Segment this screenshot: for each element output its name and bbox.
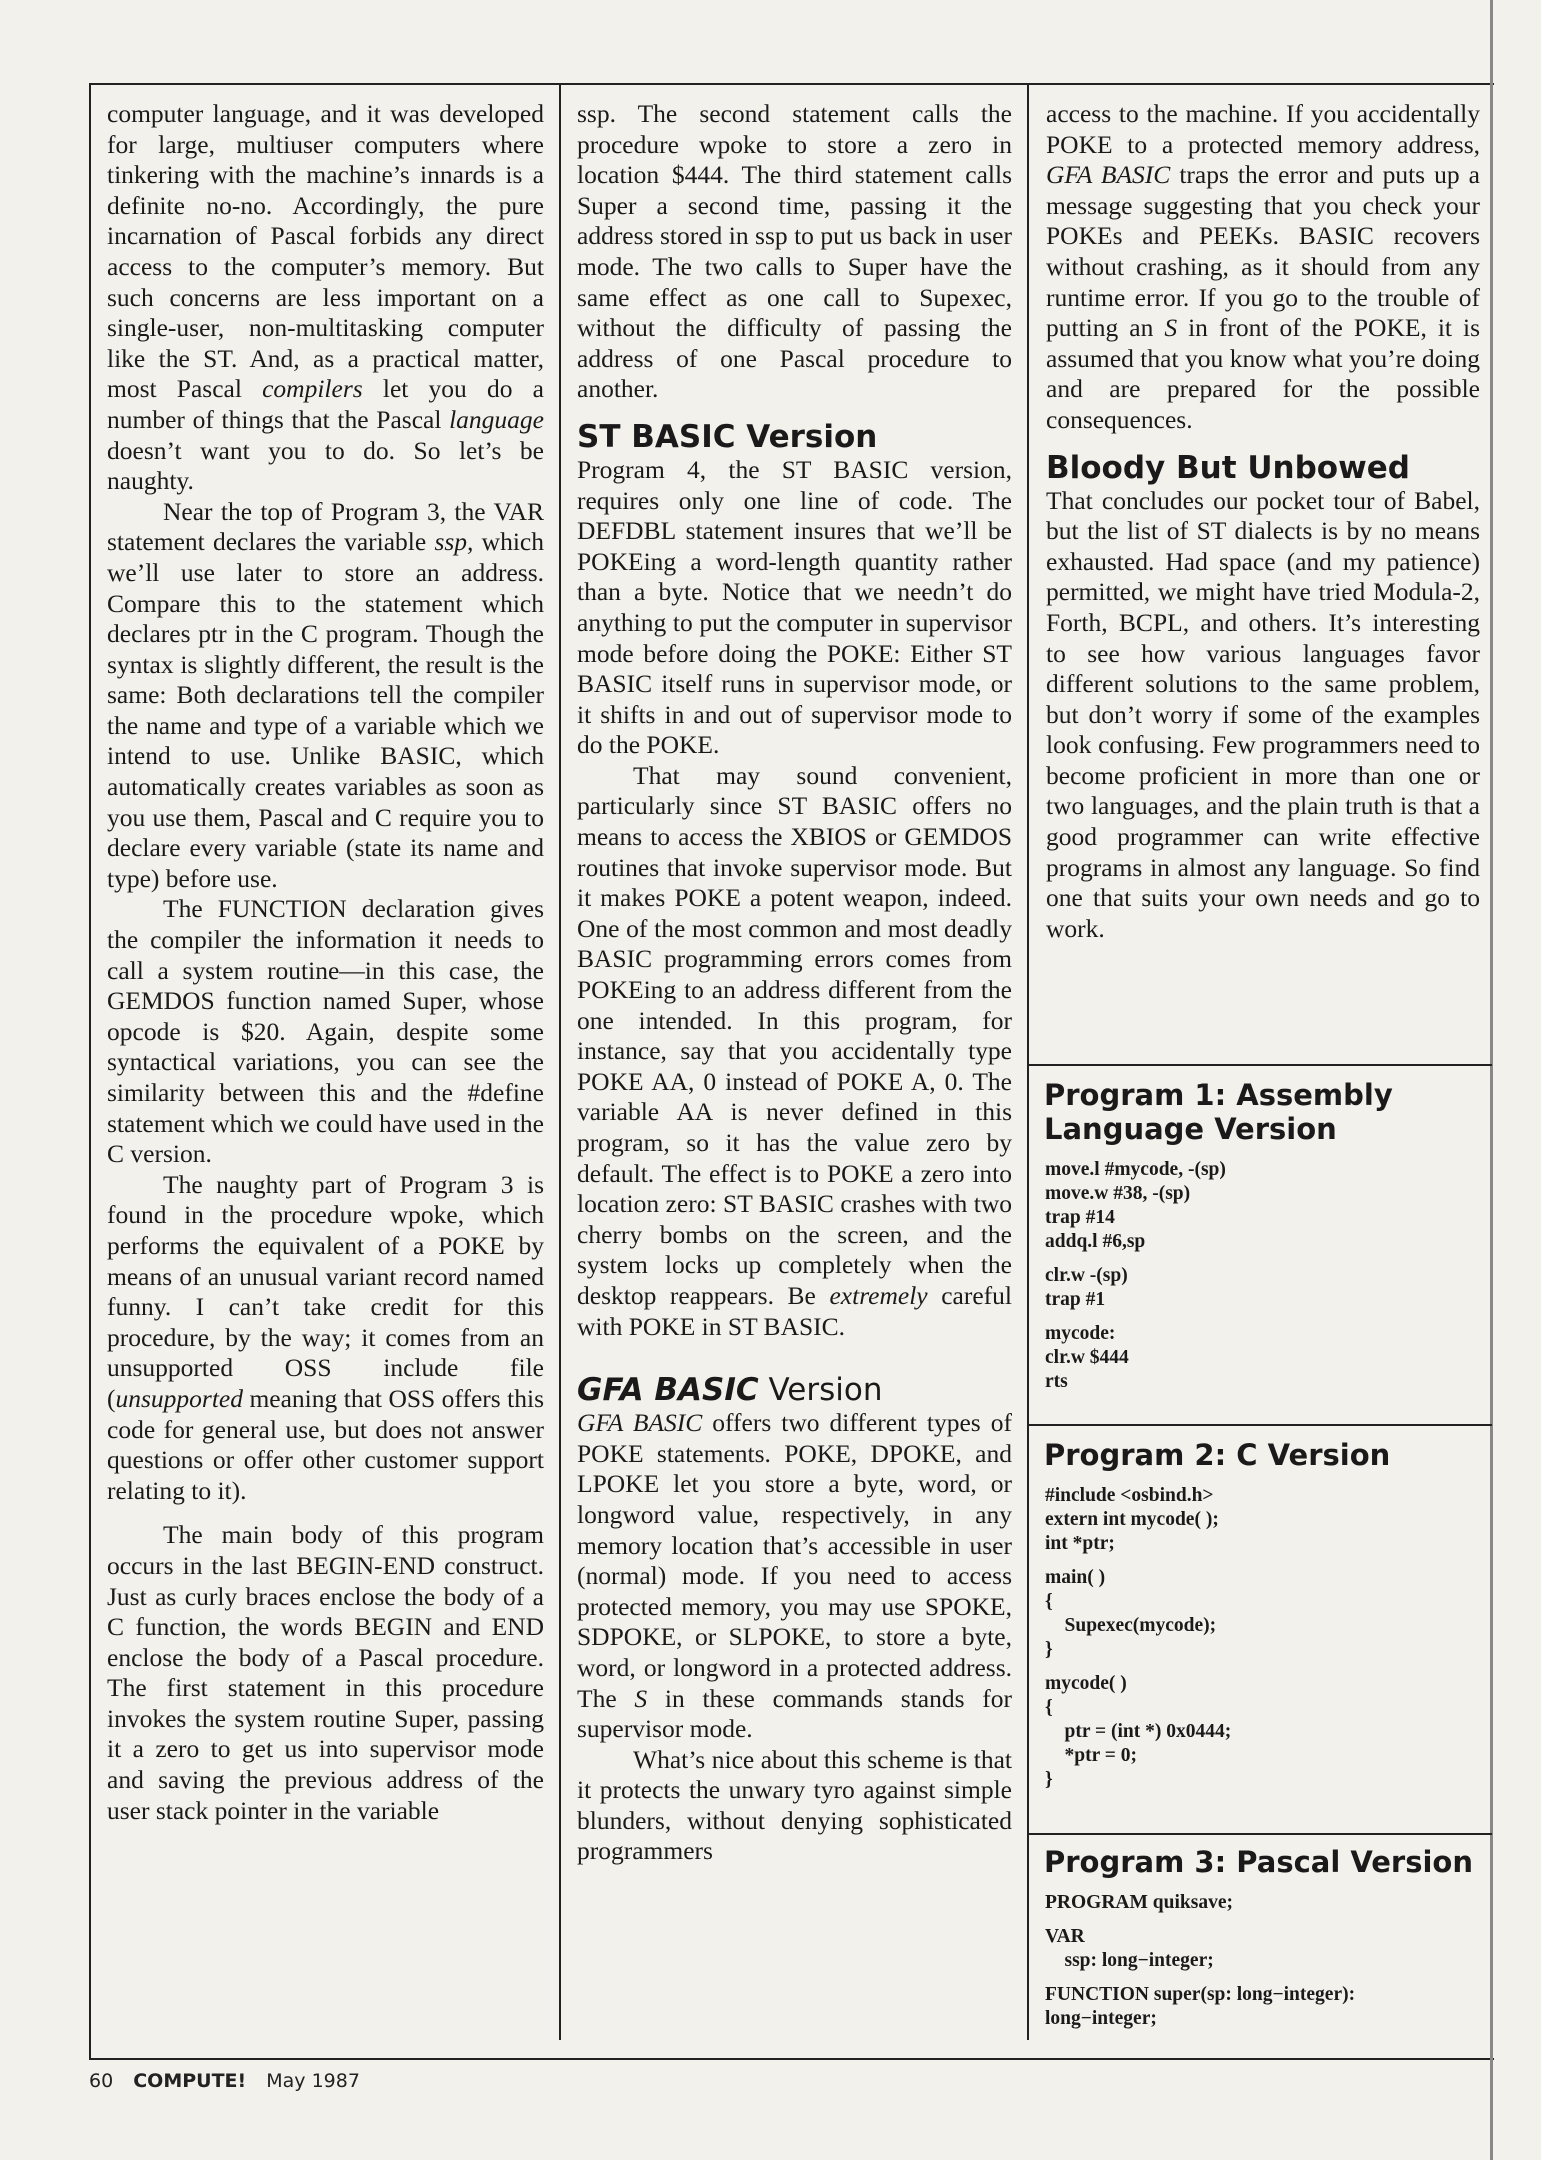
code-line: #include <osbind.h> (1045, 1485, 1214, 1506)
program-3-box (1030, 1845, 1490, 2031)
paragraph: The naughty part of Program 3 is found in the procedure wpoke, which performs the equivalent of a POKE by means of an unusual variant record named funny. I can’t take credit for this procedure, by the way; it comes from an unsupported OSS include file (unsupported meaning that OSS offers this code for general use, but does not answer questions or offer other customer support relating to it). (107, 1169, 544, 1505)
code-line: trap #1 (1045, 1289, 1106, 1310)
code-line: } (1045, 1639, 1053, 1660)
code-line: move.l #mycode, -(sp) (1045, 1159, 1226, 1180)
column-rule-2 (1027, 83, 1029, 2040)
code-line: move.w #38, -(sp) (1045, 1183, 1191, 1204)
code-line: { (1045, 1697, 1053, 1718)
code-line (1045, 1556, 1490, 1566)
program-2-listing (1045, 1484, 1490, 1792)
page-number: 60 (89, 2070, 114, 2092)
code-line: VAR (1045, 1926, 1085, 1947)
paragraph: computer language, and it was developed for large, multiuser computers where tinkering with the machine’s innards is a definite no-no. Accordingly, the pure incarnation of Pascal forbids any direct access to the computer’s memory. But such concerns are less important on a single-user, non-multitasking computer like the ST. And, as a practical matter, most Pascal compilers let you do a number of things that the Pascal language doesn’t want you to do. So let’s be naughty. (107, 99, 544, 496)
box-rule-1 (1027, 1064, 1492, 1066)
code-line (1045, 1662, 1490, 1672)
article-column-1 (107, 99, 544, 1826)
box-rule-3 (1027, 1833, 1492, 1835)
code-line: } (1045, 1769, 1053, 1790)
code-line (1045, 1312, 1490, 1322)
program-3-title: Program 3: Pascal Version (1044, 1845, 1473, 1879)
section-heading: ST BASIC Version (577, 418, 878, 455)
magazine-name: COMPUTE! (133, 2070, 247, 2092)
code-line (1045, 1973, 1490, 1983)
section-heading: GFA BASIC Version (577, 1372, 883, 1409)
paragraph: That may sound convenient, particularly since ST BASIC offers no means to access the XBIOS or GEMDOS routines that invoke supervisor mode. But it makes POKE a potent weapon, indeed. One of the most common and most deadly BASIC programming errors comes from POKEing to an address different from the one intended. In this program, for instance, say that you accidentally type POKE AA, 0 instead of POKE A, 0. The variable AA is never defined in this program, so it has the value zero by default. The effect is to POKE a zero into location zero: ST BASIC crashes with two cherry bombs on the screen, and the system locks up completely when the desktop reappears. Be extremely careful with POKE in ST BASIC. (577, 760, 1012, 1341)
code-line (1045, 1915, 1490, 1925)
code-line: FUNCTION super(sp: long−integer): (1045, 1984, 1356, 2005)
page-edge-rule (1490, 0, 1493, 2160)
code-line: addq.l #6,sp (1045, 1231, 1146, 1252)
code-line: ptr = (int *) 0x0444; (1045, 1721, 1232, 1742)
code-line: *ptr = 0; (1045, 1745, 1137, 1766)
page-footer (89, 2070, 374, 2092)
article-column-2 (577, 99, 1012, 1867)
code-line: Supexec(mycode); (1045, 1615, 1217, 1636)
code-line: trap #14 (1045, 1207, 1115, 1228)
code-line (1045, 1254, 1490, 1264)
paragraph: Program 4, the ST BASIC version, requires only one line of code. The DEFDBL statement insures that we’ll be POKEing a word-length quantity rather than a byte. Notice that we needn’t do anything to put the computer in supervisor mode before doing the POKE: Either ST BASIC itself runs in supervisor mode, or it shifts in and out of supervisor mode to do the POKE. (577, 454, 1012, 760)
program-3-listing (1045, 1891, 1490, 2031)
program-2-title: Program 2: C Version (1044, 1438, 1391, 1472)
paragraph: ssp. The second statement calls the procedure wpoke to store a zero in location $444. The third statement calls Super a second time, passing it the address stored in ssp to put us back in user mode. The two calls to Super have the same effect as one call to Supexec, without the difficulty of passing the address of one Pascal procedure to another. (577, 99, 1012, 404)
paragraph: GFA BASIC offers two different types of POKE statements. POKE, DPOKE, and LPOKE let you store a byte, word, or longword value, respectively, in any memory location that’s accessible in user (normal) mode. If you need to access protected memory, you may use SPOKE, SDPOKE, or SLPOKE, to store a byte, word, or longword in a protected address. The S in these commands stands for supervisor mode. (577, 1408, 1012, 1744)
article-column-3 (1046, 99, 1480, 944)
program-1-listing (1045, 1158, 1490, 1394)
program-2-box (1030, 1438, 1490, 1792)
code-line: mycode: (1045, 1323, 1116, 1344)
paragraph: access to the machine. If you accidentally POKE to a protected memory address, GFA BASIC traps the error and puts up a message suggesting that you check your POKEs and PEEKs. BASIC recovers without crashing, as it should from any runtime error. If you go to the trouble of putting an S in front of the POKE, it is assumed that you know what you’re doing and are prepared for the possible consequences. (1046, 99, 1480, 434)
column-rule-1 (559, 83, 561, 2040)
program-1-title: Program 1: Assembly Language Version (1044, 1078, 1393, 1146)
section-heading: Bloody But Unbowed (1046, 449, 1410, 486)
code-line: { (1045, 1591, 1053, 1612)
box-rule-2 (1027, 1424, 1492, 1426)
paragraph: That concludes our pocket tour of Babel, but the list of ST dialects is by no means exhausted. Had space (and my patience) permitted, we might have tried Modula-2, Forth, BCPL, and others. It’s interesting to see how various languages favor different solutions to the same problem, but don’t worry if some of the examples look confusing. Few programmers need to become proficient in more than one or two languages, and the plain truth is that a good programmer can write effective programs in almost any language. So find one that suits your own needs and go to work. (1046, 485, 1480, 943)
paragraph: Near the top of Program 3, the VAR statement declares the variable ssp, which we’ll use later to store an address. Compare this to the statement which declares ptr in the C program. Though the syntax is slightly different, the result is the same: Both declarations tell the compiler the name and type of a variable which we intend to use. Unlike BASIC, which automatically creates variables as soon as you use them, Pascal and C require you to declare every variable (state its name and type) before use. (107, 496, 544, 893)
code-line: long−integer; (1045, 2008, 1157, 2029)
code-line: int *ptr; (1045, 1533, 1115, 1554)
paragraph: The main body of this program occurs in the last BEGIN-END construct. Just as curly braces enclose the body of a C function, the words BEGIN and END enclose the body of a Pascal procedure. The first statement in this procedure invokes the system routine Super, passing it a zero to get us into supervisor mode and saving the previous address of the user stack pointer in the variable (107, 1520, 544, 1825)
code-line: clr.w $444 (1045, 1347, 1129, 1368)
code-line: mycode( ) (1045, 1673, 1127, 1694)
code-line: extern int mycode( ); (1045, 1509, 1219, 1530)
issue-date: May 1987 (266, 2070, 360, 2092)
code-line: clr.w -(sp) (1045, 1265, 1128, 1286)
paragraph: The FUNCTION declaration gives the compiler the information it needs to call a system routine—in this case, the GEMDOS function named Super, whose opcode is $20. Again, despite some syntactical variations, you can see the similarity between this and the #define statement which we could have used in the C version. (107, 894, 544, 1169)
code-line: main( ) (1045, 1567, 1106, 1588)
code-line: rts (1045, 1371, 1068, 1392)
paragraph: What’s nice about this scheme is that it protects the unwary tyro against simple blunders, without denying sophisticated programmers (577, 1744, 1012, 1866)
code-line: PROGRAM quiksave; (1045, 1892, 1233, 1913)
code-line: ssp: long−integer; (1045, 1950, 1214, 1971)
program-1-box (1030, 1078, 1490, 1394)
